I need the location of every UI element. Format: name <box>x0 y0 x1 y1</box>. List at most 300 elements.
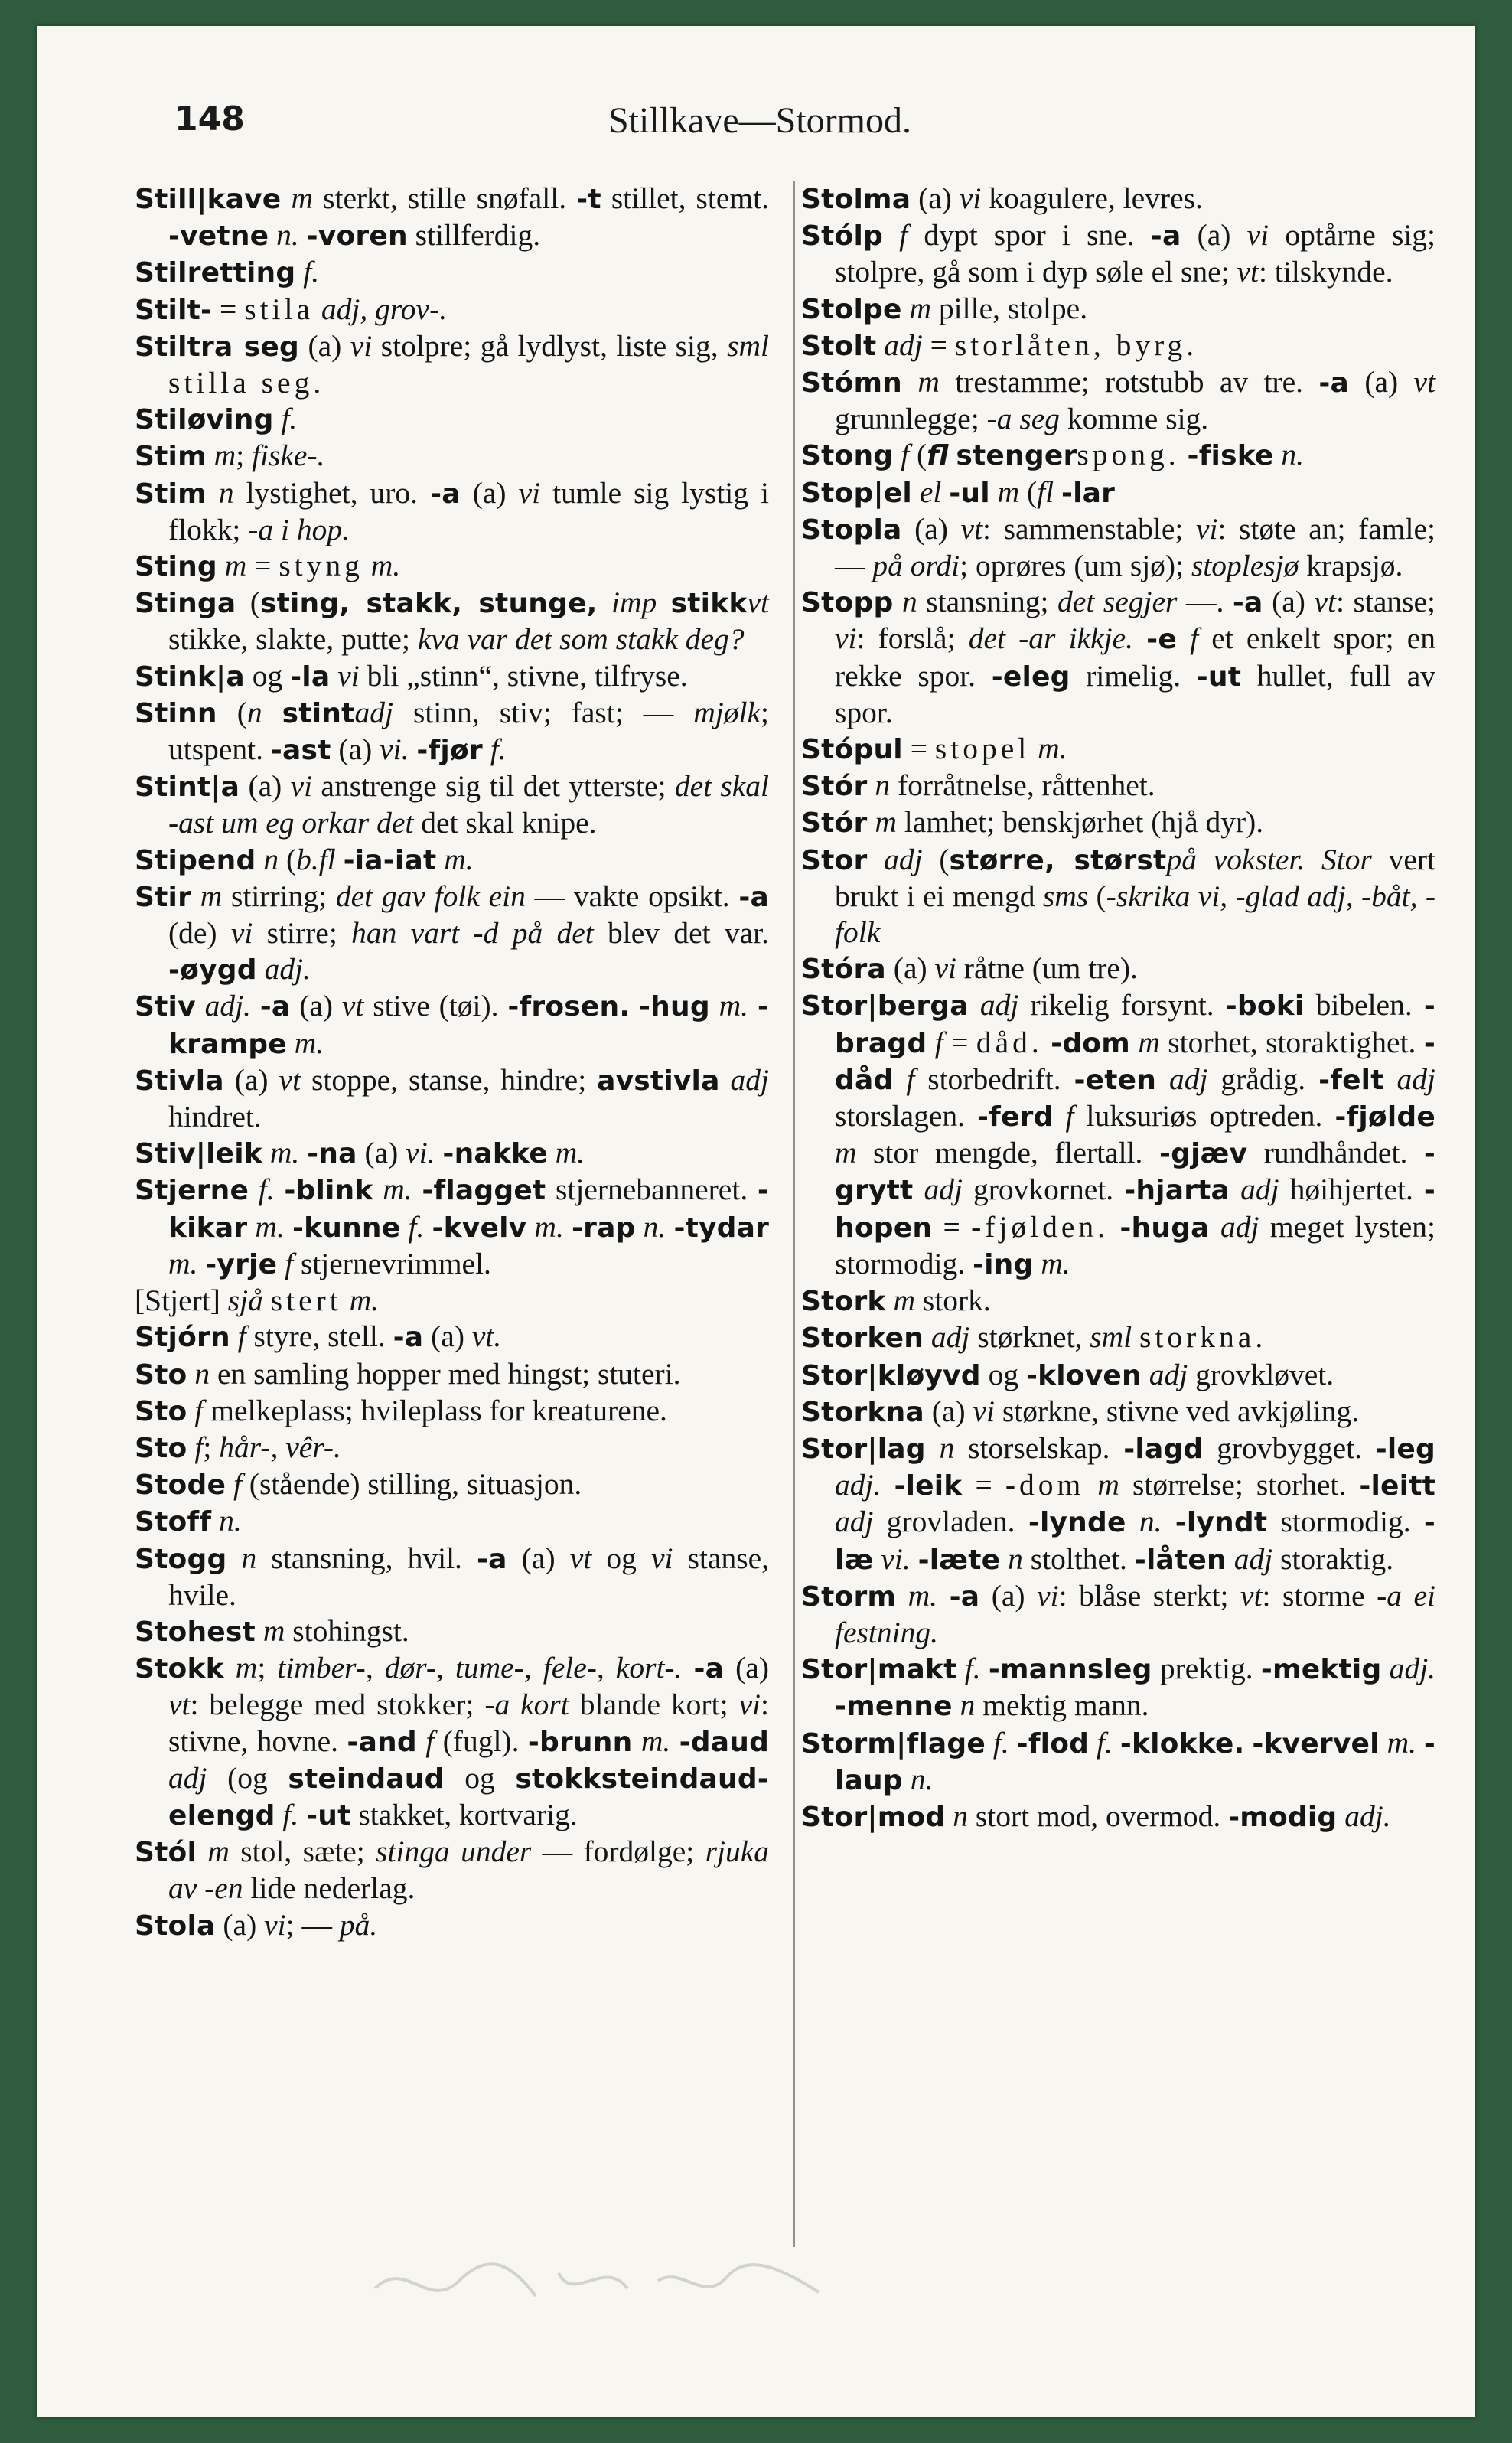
dictionary-entry <box>801 731 1435 768</box>
entry-text: f. <box>992 1725 1009 1760</box>
entry-text: adj <box>1396 1062 1436 1096</box>
entry-text <box>336 843 344 876</box>
headword: Sto <box>135 1395 187 1427</box>
entry-text: vt <box>569 1541 592 1575</box>
entry-text: -a kort <box>484 1688 569 1722</box>
headword: -a <box>738 881 770 913</box>
entry-text: : blåse sterkt; <box>1058 1578 1241 1613</box>
headword: -bragd <box>835 990 1436 1059</box>
dictionary-entry <box>801 584 1435 731</box>
entry-text: = <box>932 1209 972 1244</box>
headword: -vetne <box>168 220 269 253</box>
headword: -gjæv <box>1158 1138 1248 1170</box>
entry-text: stirre; <box>253 916 352 951</box>
entry-text <box>191 879 200 913</box>
entry-text <box>876 328 884 362</box>
entry-text: blande kort; <box>569 1688 739 1722</box>
entry-text: adj. <box>835 1468 881 1502</box>
dictionary-entry <box>135 1393 769 1430</box>
entry-text <box>1133 621 1146 655</box>
entry-text: vi. <box>881 1541 911 1576</box>
headword: Storm|flage <box>801 1727 986 1760</box>
entry-text <box>564 1210 572 1244</box>
entry-text: adj <box>924 1173 963 1207</box>
entry-text <box>224 1651 236 1685</box>
entry-text: vi. <box>380 732 409 767</box>
entry-text: storlåten, byrg. <box>954 328 1198 362</box>
dictionary-entry <box>801 475 1435 511</box>
headword: Stóra <box>801 954 886 986</box>
entry-text: vt <box>960 511 983 546</box>
entry-text <box>299 218 307 252</box>
entry-text: stive (tøi). <box>363 989 508 1023</box>
headword: Stiv|leik <box>135 1138 262 1170</box>
entry-text: adj <box>1240 1173 1279 1207</box>
entry-text <box>990 475 998 509</box>
headword: -fjør <box>416 735 483 767</box>
entry-text: stert <box>270 1283 342 1318</box>
entry-text: trestamme; rotstubb av tre. <box>939 365 1319 400</box>
entry-text: -a i hop. <box>248 512 350 546</box>
entry-text: (de) <box>168 916 231 951</box>
entry-text <box>363 549 371 582</box>
headword: avstivla <box>597 1065 720 1097</box>
entry-text: stormodig. <box>1267 1505 1424 1539</box>
headword: Stor|makt <box>801 1654 957 1686</box>
headword: stenger <box>956 440 1077 472</box>
entry-text: grovladen. <box>873 1505 1028 1539</box>
entry-text <box>548 1136 556 1169</box>
entry-text <box>913 1173 924 1206</box>
entry-text: vi <box>350 328 373 363</box>
headword: -dåd <box>835 1027 1435 1096</box>
entry-text <box>526 1210 534 1244</box>
entry-text <box>670 1724 679 1758</box>
entry-text: stjernebanneret. <box>546 1173 758 1207</box>
entry-text: fl <box>927 440 949 472</box>
entry-text: n. <box>219 1504 242 1538</box>
entry-text: pille, stolpe. <box>931 291 1088 325</box>
entry-text: : storme <box>1262 1578 1377 1613</box>
entry-text: adj. <box>204 989 251 1023</box>
headword: Stint|a <box>135 771 240 804</box>
entry-text: f <box>1065 1099 1074 1133</box>
entry-text: el <box>919 475 942 509</box>
entry-text <box>1230 1173 1240 1206</box>
entry-text: stilla seg. <box>168 366 325 400</box>
entry-text <box>197 1247 205 1280</box>
headword: -a <box>393 1322 424 1354</box>
dictionary-entry <box>135 1466 769 1503</box>
headword: -leik <box>894 1470 963 1502</box>
entry-text <box>256 1614 263 1648</box>
entry-text: størrelse; storhet. <box>1119 1468 1360 1502</box>
dictionary-entry <box>801 951 1435 987</box>
headword: Stim <box>135 441 207 473</box>
dictionary-entry <box>135 879 769 989</box>
entry-text: et enkelt spor; en rekke spor. <box>835 621 1436 693</box>
entry-text <box>314 292 321 326</box>
headword: Stor|kløyvd <box>801 1359 981 1391</box>
dictionary-entry <box>135 1430 769 1466</box>
headword: Stola <box>135 1910 216 1942</box>
entry-text: n <box>194 1356 210 1391</box>
headword: -grytt <box>835 1138 1435 1207</box>
entry-text: — vakte opsikt. <box>525 879 739 913</box>
entry-text <box>657 585 670 619</box>
entry-text: m. <box>534 1209 564 1244</box>
entry-text <box>1109 1210 1119 1244</box>
dictionary-entry <box>135 1283 769 1319</box>
dictionary-entry <box>801 804 1435 841</box>
headword: -eleg <box>991 660 1070 693</box>
entry-text <box>911 1542 918 1576</box>
entry-text: stor mengde, flertall. <box>856 1136 1159 1170</box>
headword: Stolpe <box>801 293 902 325</box>
entry-text <box>285 1210 292 1244</box>
dictionary-entry <box>135 1135 769 1172</box>
entry-text: vt <box>1240 1578 1263 1613</box>
entry-text: = <box>922 328 955 362</box>
entry-text: adj <box>1149 1357 1188 1391</box>
entry-text <box>1043 1026 1051 1059</box>
entry-text: n <box>901 585 917 619</box>
entry-text <box>1381 1652 1389 1685</box>
entry-text <box>1177 621 1190 655</box>
entry-text: sterkt, stille snøfall. <box>313 181 577 215</box>
entry-text: n. <box>1139 1505 1162 1539</box>
entry-text: mektig mann. <box>975 1688 1149 1723</box>
dictionary-entry <box>801 1578 1435 1651</box>
entry-text: m. <box>294 1026 324 1060</box>
headword: -lyndt <box>1175 1507 1268 1539</box>
headword: -kunne <box>292 1212 401 1244</box>
entry-columns <box>135 181 1435 2301</box>
headword: -yrje <box>205 1248 278 1280</box>
entry-text <box>902 292 910 325</box>
dictionary-entry <box>801 437 1435 474</box>
entry-text <box>630 989 639 1023</box>
entry-text: komme sig. <box>1059 402 1209 436</box>
entry-text: adj <box>835 1505 874 1539</box>
entry-text: og <box>980 1357 1026 1391</box>
entry-text <box>1132 1320 1139 1354</box>
entry-text: (a) <box>1348 365 1414 400</box>
entry-text: styre, stell. <box>246 1319 393 1354</box>
entry-text: stoplesjø <box>1191 549 1299 583</box>
entry-text: (a) <box>979 1578 1038 1613</box>
dictionary-entry <box>135 768 769 841</box>
entry-text: adj <box>1233 1541 1273 1576</box>
entry-text <box>1384 1062 1397 1096</box>
entry-text: m. <box>1387 1725 1416 1760</box>
entry-text: (a) <box>460 475 519 510</box>
entry-text: stort mod, overmod. <box>968 1799 1229 1833</box>
dictionary-entry <box>801 987 1435 1283</box>
entry-text <box>436 843 444 876</box>
headword: Stong <box>801 440 894 472</box>
entry-text <box>217 549 225 582</box>
headword: -ast <box>270 735 331 767</box>
entry-text <box>927 1026 934 1059</box>
entry-text: bibelen. <box>1304 988 1424 1023</box>
entry-text <box>207 439 214 472</box>
entry-text: fl <box>1037 475 1054 509</box>
entry-text: på vokster. <box>1166 842 1305 876</box>
entry-text: på ordi <box>872 549 960 583</box>
entry-text <box>483 732 490 766</box>
entry-text <box>1030 732 1038 765</box>
entry-text: (a) <box>911 181 960 215</box>
entry-text: m. <box>555 1136 585 1170</box>
faint-handwriting-mark <box>360 2235 834 2327</box>
entry-text <box>953 1688 960 1722</box>
headword: -rap <box>571 1212 636 1244</box>
headword: Storm <box>801 1580 897 1613</box>
entry-text: m <box>1138 1025 1160 1059</box>
entry-text: m. <box>719 989 749 1023</box>
entry-text: f. <box>408 1209 425 1244</box>
entry-text: m <box>207 1835 230 1869</box>
headword: Stór <box>801 807 868 840</box>
headword: Stiløving <box>135 404 274 436</box>
headword: -a <box>949 1580 980 1613</box>
headword: -flod <box>1016 1727 1090 1760</box>
entry-text <box>867 768 875 802</box>
entry-text: adj. <box>1389 1652 1436 1686</box>
entry-text: stork. <box>914 1283 991 1318</box>
entry-text: vi <box>738 1688 761 1722</box>
entry-text: hindret. <box>168 1100 262 1134</box>
entry-text: adj <box>730 1062 770 1097</box>
headword: Stómn <box>801 367 903 400</box>
entry-text: stopel <box>934 732 1031 766</box>
headword: -a <box>693 1653 725 1685</box>
entry-text: m. <box>269 1136 300 1170</box>
headword: Stiv <box>135 991 196 1023</box>
dictionary-entry <box>135 475 769 548</box>
entry-text: (a) <box>215 1907 265 1942</box>
entry-text: m. <box>383 1173 412 1207</box>
entry-text <box>409 732 417 766</box>
dictionary-entry <box>801 1357 1435 1394</box>
entry-text <box>1000 1542 1008 1576</box>
headword: Stiltra seg <box>135 331 300 363</box>
entry-text: grunnlegge; <box>835 402 987 436</box>
entry-text: = <box>962 1468 1005 1502</box>
headword: Storkna <box>801 1396 924 1428</box>
dictionary-entry <box>135 328 769 401</box>
entry-text: n <box>953 1799 969 1833</box>
entry-text <box>924 1320 931 1354</box>
entry-text: grovkornet. <box>962 1173 1125 1207</box>
entry-text <box>251 989 260 1023</box>
entry-text: vi. <box>406 1136 435 1170</box>
headword: -mektig <box>1260 1654 1382 1686</box>
entry-text <box>424 1210 432 1244</box>
entry-text <box>373 1173 383 1206</box>
entry-text: = <box>212 292 245 326</box>
headword: Sto <box>135 1432 187 1464</box>
entry-text: f <box>899 218 908 253</box>
entry-text: storbedrift. <box>914 1062 1074 1096</box>
entry-text <box>249 1173 259 1206</box>
entry-text: rimelig. <box>1070 658 1197 693</box>
entry-text: f <box>906 1062 915 1096</box>
entry-text <box>1227 1542 1234 1576</box>
entry-text <box>912 475 920 509</box>
entry-text <box>1162 1505 1175 1538</box>
entry-text: vi <box>337 658 360 693</box>
entry-text: grovkløvet. <box>1188 1357 1334 1391</box>
dictionary-entry <box>801 1430 1435 1578</box>
headword: Stopp <box>801 587 894 619</box>
entry-text: vt <box>1413 365 1436 400</box>
entry-text: m. <box>444 842 474 876</box>
entry-text: (a) <box>331 732 380 767</box>
entry-text: vi <box>290 769 313 804</box>
headword: -menne <box>835 1691 953 1723</box>
headword: -boki <box>1225 990 1305 1023</box>
entry-text: m. <box>1041 1246 1070 1280</box>
left-column <box>135 181 769 2301</box>
entry-text <box>903 1763 911 1796</box>
headword: -lynde <box>1028 1507 1126 1539</box>
entry-text: vi <box>650 1541 673 1575</box>
entry-text <box>867 805 875 839</box>
headword: Storken <box>801 1323 924 1355</box>
entry-text <box>1113 1726 1120 1760</box>
entry-text <box>299 1136 307 1169</box>
entry-text: (a) <box>357 1136 406 1170</box>
entry-text: n. <box>276 218 299 253</box>
entry-text <box>873 1542 881 1576</box>
entry-text <box>1054 475 1061 509</box>
entry-text <box>226 1541 241 1575</box>
headword: -kvelv <box>432 1212 527 1244</box>
entry-text: : forslå; <box>856 621 969 656</box>
entry-text: vi <box>230 916 253 951</box>
entry-text <box>1054 1099 1066 1133</box>
entry-text <box>1033 1247 1041 1280</box>
entry-text <box>1156 1062 1169 1096</box>
dictionary-entry <box>135 695 769 768</box>
headword: Stivla <box>135 1065 224 1097</box>
headword: større, størst <box>949 844 1167 876</box>
entry-text: (a) <box>299 328 350 363</box>
entry-text: høihjertet. <box>1279 1173 1424 1207</box>
entry-text: stillferdig. <box>407 218 541 253</box>
headword: -låten <box>1134 1544 1227 1576</box>
entry-text: n <box>263 842 279 876</box>
entry-text: (stående) stilling, situasjon. <box>241 1467 582 1502</box>
headword: Stópul <box>801 734 903 766</box>
entry-text: bli „stinn“, stivne, tilfryse. <box>359 658 688 693</box>
entry-text <box>867 843 884 876</box>
entry-text: det gav folk ein <box>335 879 526 913</box>
entry-text: luksuriøs optreden. <box>1074 1099 1335 1133</box>
entry-text: grådig. <box>1207 1062 1319 1096</box>
entry-text <box>969 988 980 1022</box>
entry-text: stinn, stiv; fast; — <box>393 695 694 729</box>
entry-text: storslagen. <box>835 1099 978 1133</box>
entry-text: (a) <box>901 511 961 546</box>
entry-text <box>949 438 956 471</box>
entry-text <box>330 659 337 693</box>
entry-text <box>196 989 205 1023</box>
entry-text: rikelig forsynt. <box>1018 988 1226 1023</box>
page-header <box>136 99 1383 161</box>
entry-text: fiske-. <box>252 439 325 473</box>
entry-text: m. <box>370 549 401 583</box>
running-title: Stillkave—Stormod. <box>608 100 911 141</box>
headword: Stinga <box>135 588 236 620</box>
entry-text: rjuka av -en <box>168 1835 769 1906</box>
entry-text: f <box>425 1724 435 1758</box>
headword: -la <box>290 660 331 693</box>
entry-text: lide nederlag. <box>243 1871 415 1906</box>
entry-text: n <box>939 1430 955 1465</box>
entry-text: (a) <box>924 1394 973 1428</box>
headword: -a <box>1232 587 1263 619</box>
entry-text: ; <box>203 1430 220 1464</box>
headword: Stilt- <box>135 294 213 326</box>
headword: -øygd <box>168 954 257 987</box>
entry-text <box>211 1504 219 1538</box>
entry-text: m <box>893 1283 915 1318</box>
entry-text <box>417 1724 425 1758</box>
entry-text: f. <box>303 255 320 289</box>
headword: Stor|lag <box>801 1433 926 1465</box>
dictionary-entry <box>135 1356 769 1393</box>
headword: -læte <box>917 1544 1001 1576</box>
entry-text: adj, grov-. <box>321 292 448 326</box>
headword: -laup <box>835 1727 1436 1796</box>
headword: Stjerne <box>135 1175 249 1207</box>
entry-text <box>1274 438 1282 471</box>
entry-text: det -ar ikkje. <box>968 621 1133 656</box>
entry-text: vt <box>747 585 769 620</box>
entry-text <box>287 1026 295 1060</box>
entry-text: m <box>997 475 1020 509</box>
entry-text <box>1180 438 1188 471</box>
headword: Still|kave <box>135 184 282 215</box>
headword: Stor|berga <box>801 990 969 1023</box>
entry-text: stakket, kortvarig. <box>350 1797 578 1831</box>
entry-text: m. <box>908 1578 938 1613</box>
entry-text <box>1337 1799 1344 1833</box>
entry-text: ( <box>909 438 927 472</box>
entry-text <box>981 1652 989 1685</box>
headword: sting, stakk, stunge, <box>259 588 598 620</box>
entry-text: vi <box>518 475 541 510</box>
headword: Stilretting <box>135 257 296 289</box>
entry-text: vi <box>835 621 857 656</box>
headword: -na <box>307 1138 357 1170</box>
headword: -a <box>430 478 461 510</box>
entry-text <box>187 1357 194 1391</box>
entry-text: b.fl <box>296 842 336 876</box>
entry-text: vi <box>264 1907 286 1942</box>
headword: -daud <box>679 1726 770 1758</box>
entry-text <box>986 1726 993 1760</box>
entry-text: (a) <box>1263 585 1315 619</box>
headword: -e <box>1146 624 1177 656</box>
entry-text: timber-, dør-, tume-, fele-, kort-. <box>277 1651 683 1685</box>
entry-text: n <box>218 475 234 510</box>
entry-text: lamhet; benskjørhet (hjå dyr). <box>896 805 1264 840</box>
entry-text: ( <box>922 842 950 876</box>
